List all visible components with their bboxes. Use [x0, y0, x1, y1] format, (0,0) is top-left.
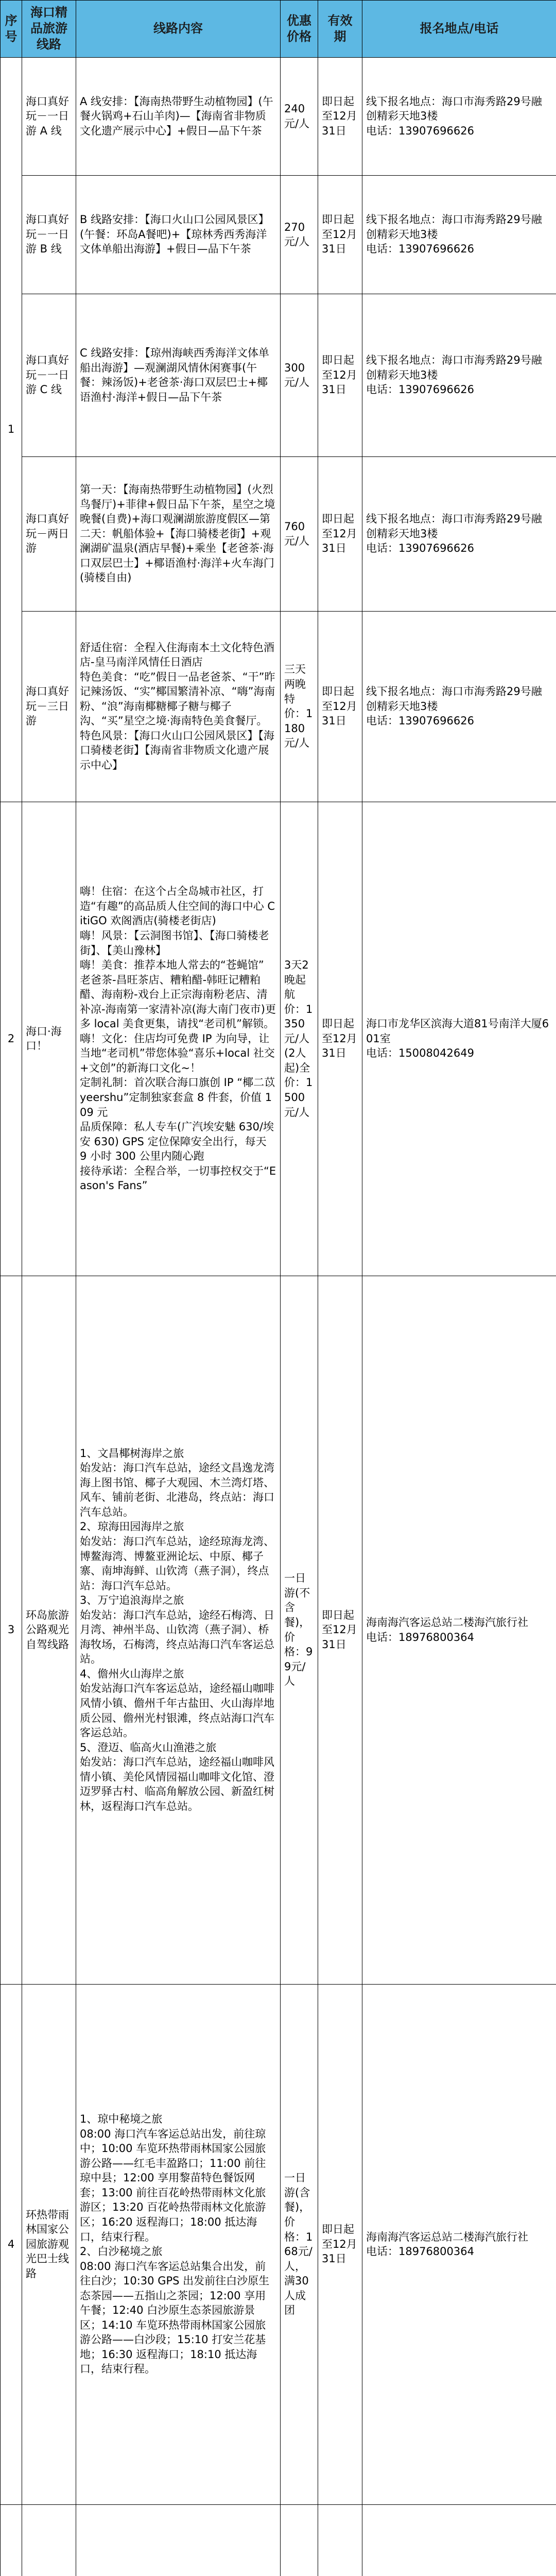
route-price: 270 元/人 [281, 175, 318, 294]
route-content: 舒适住宿：全程入住海南本土文化特色酒店-皇马南洋风情任日酒店 特色美食：“吃”假日一品老爸茶、“干”昨记辣汤饭、“实”椰国繁清补凉、“嗨”海南粉、“浪”海南椰糖椰子糖与椰子沟、“买”星空之境·海南特色美食餐厅。特色风景：【海口火山口公园风景区】【海口骑楼老街】【海南省非物质文化遗产展示中心】 [76, 611, 281, 802]
route-content: A 线安排：【海南热带野生动植物园】(午餐火锅鸡+石山羊肉)—【海南省非物质文化遗产展示中心】+假日—品下午茶 [76, 57, 281, 175]
table-row [1, 57, 556, 175]
header-contact: 报名地点/电话 [362, 1, 556, 58]
route-valid: 即日起至12月31日 [318, 57, 362, 175]
table-row [1, 1984, 556, 2504]
header-num: 序号 [1, 1, 22, 58]
route-contact: 海南海汽客运总站二楼海汽旅行社 电话：18976800364 [362, 1276, 556, 1984]
route-content: 1、文昌椰树海岸之旅 始发站：海口汽车总站，途经文昌逸龙湾海上图书馆、椰子大观园、木兰湾灯塔、风车、铺前老街、北港岛，终点站：海口汽车总站。 2、琼海田园海岸之旅 始发站：海口汽车总站，途经琼海龙湾、博鳌海湾、博鳌亚洲论坛、中原、椰子寨、南坤海鲜、山钦湾（燕子洞），终点站：海口汽车总站。 3、万宁追浪海岸之旅 始发站：海口汽车总站，途经石梅湾、日月湾、神州半岛、山钦湾（燕子洞）、桥海牧场，石梅湾，终点站海口汽车客运总站。 4、儋州火山海岸之旅 始发站海口汽车客运总站，途经福山咖啡风情小镇、儋州千年古盐田、火山海岸地质公园、儋州光村银滩，终点站海口汽车客运总站。 5、澄迈、临高火山渔港之旅 始发站：海口汽车总站，途经福山咖啡风情小镇、美伦风情园福山咖啡文化馆、澄迈罗驿古村、临高角解放公园、新盈红树林，返程海口汽车总站。 [76, 1276, 281, 1984]
route-contact: 线下报名地点：海口市海秀路29号融创精彩天地3楼 电话：13907696626 [362, 294, 556, 456]
route-name: 海口真好玩－一日游 B 线 [22, 175, 76, 294]
route-valid: 即日起至12月31日 [318, 294, 362, 456]
route-valid: 即日起至12月31日 [318, 456, 362, 611]
route-contact: 线下报名地点：海口市海秀路29号融创精彩天地3楼 电话：13907696626 [362, 57, 556, 175]
header-route-name: 海口精品旅游线路 [22, 1, 76, 58]
route-valid: 即日起至12月31日 [318, 1984, 362, 2504]
route-name: 环岛旅游公路观光自驾线路 [22, 1276, 76, 1984]
route-name: 环热带雨林国家公园旅游观光巴士线路 [22, 1984, 76, 2504]
row-number: 4 [1, 1984, 22, 2504]
route-price: 3天2晚起航价：1350元/人(2人起)全价：1500元/人 [281, 802, 318, 1276]
route-contact [362, 2504, 556, 2576]
table-row [1, 175, 556, 294]
route-valid: 即日起至12月31日 [318, 175, 362, 294]
route-price: 一日游(不含餐)，价格：99元/人 [281, 1276, 318, 1984]
row-number: 3 [1, 1276, 22, 1984]
header-price: 优惠价格 [281, 1, 318, 58]
route-name: 海口真好玩－三日游 [22, 611, 76, 802]
route-contact: 海南海汽客运总站二楼海汽旅行社 电话：18976800364 [362, 1984, 556, 2504]
table-row [1, 1276, 556, 1984]
route-name: 海口·海口！ [22, 802, 76, 1276]
table-row [1, 456, 556, 611]
route-content: B 线路安排：【海口火山口公园风景区】(午餐：环岛A餐吧)+【琼林秀西秀海洋文体单船出海游】+假日—品下午茶 [76, 175, 281, 294]
route-content: 嗨！住宿：在这个占全岛城市社区，打造“有趣”的高品质人住空间的海口中心 CitiGO 欢阁酒店(骑楼老街店) 嗨！风景：【云洞图书馆】、【海口骑楼老街】、【美山豫林】 嗨！美食：推荐本地人常去的“苍蝇馆” 老爸茶-昌旺茶店、糟粕醋-韩旺记糟粕醋、海南粉-戏台上正宗海南粉老店、清补凉-海南第一家清补凉(海大南门夜市)更多 local 美食更集，请找“老司机”解锁。 嗨！文化：住店均可免费 IP 为向导，让当地“老司机”带您体验“喜乐+local 社交+文创”的新海口文化~！ 定制礼制：首次联合海口旗创 IP “椰二苡 yeershu”定制独家套盒 8 件套，价值 109 元 品质保障：私人专车(广汽埃安魅 630/埃安 630) GPS 定位保障安全出行，每天 9 小时 300 公里内随心跑 接待承诺：全程合举，一切事控权交于“Eason's Fans” [76, 802, 281, 1276]
row-number [1, 2504, 22, 2576]
route-price [281, 2504, 318, 2576]
route-content: 1、琼中秘境之旅 08:00 海口汽车客运总站出发，前往琼中；10:00 车览环热带雨林国家公园旅游公路——红毛丰盈路口；11:00 前往琼中县；12:00 享用黎苗特色餐饭网套；13:00 前往百花岭热带雨林文化旅游区；13:20 百花岭热带雨林文化旅游区；16:20 返程海口；18:00 抵达海口，结束行程。 2、白沙秘境之旅 08:00 海口汽车客运总站集合出发，前往白沙；10:30 GPS 出发前往白沙原生态茶园——五指山之茶园；12:00 享用午餐；12:40 白沙原生态茶园旅游景区；14:10 车览环热带雨林国家公园旅游公路——白沙段；15:10 打安兰花基地；16:30 返程海口；18:10 抵达海口，结束行程。 [76, 1984, 281, 2504]
route-name: 海口真好玩－一日游 A 线 [22, 57, 76, 175]
route-price: 三天两晚特价：1180元/人 [281, 611, 318, 802]
route-valid [318, 2504, 362, 2576]
row-number: 2 [1, 802, 22, 1276]
route-valid: 即日起至12月31日 [318, 802, 362, 1276]
route-content: 第一天：【海南热带野生动植物园】(火烈鸟餐厅)+菲律+假日品下午茶，星空之境晚餐(自费)+海口观澜湖旅游度假区—第二天：帆船体验+【海口骑楼老街】+观澜湖矿温泉(酒店早餐)+乘坐【老爸茶·海口双层巴士】+椰语渔村·海洋+火车海门(骑楼自由) [76, 456, 281, 611]
route-contact: 线下报名地点：海口市海秀路29号融创精彩天地3楼 电话：13907696626 [362, 456, 556, 611]
route-price: 240 元/人 [281, 57, 318, 175]
row-number: 1 [1, 57, 22, 802]
route-name: 海口真好玩－一日游 C 线 [22, 294, 76, 456]
route-valid: 即日起至12月31日 [318, 611, 362, 802]
table-row [1, 802, 556, 1276]
header-route-content: 线路内容 [76, 1, 281, 58]
header-valid: 有效期 [318, 1, 362, 58]
table-row [1, 611, 556, 802]
route-price: 760 元/人 [281, 456, 318, 611]
route-contact: 海口市龙华区滨海大道81号南洋大厦601室 电话：15008042649 [362, 802, 556, 1276]
table-header-row [1, 1, 556, 58]
route-contact: 线下报名地点：海口市海秀路29号融创精彩天地3楼 电话：13907696626 [362, 175, 556, 294]
route-content: C 线路安排：【琼州海峡西秀海洋文体单船出海游】—观澜湖风情休闲赛事(午餐：辣汤饭)+老爸茶·海口双层巴士+椰语渔村·海洋+假日—品下午茶 [76, 294, 281, 456]
route-price: 300 元/人 [281, 294, 318, 456]
route-valid: 即日起至12月31日 [318, 1276, 362, 1984]
table-row [1, 294, 556, 456]
route-name [22, 2504, 76, 2576]
route-price: 一日游(含餐)，价格：168元/人，满30人成团 [281, 1984, 318, 2504]
route-content [76, 2504, 281, 2576]
route-name: 海口真好玩－两日游 [22, 456, 76, 611]
route-contact: 线下报名地点：海口市海秀路29号融创精彩天地3楼 电话：13907696626 [362, 611, 556, 802]
table-row [1, 2504, 556, 2576]
